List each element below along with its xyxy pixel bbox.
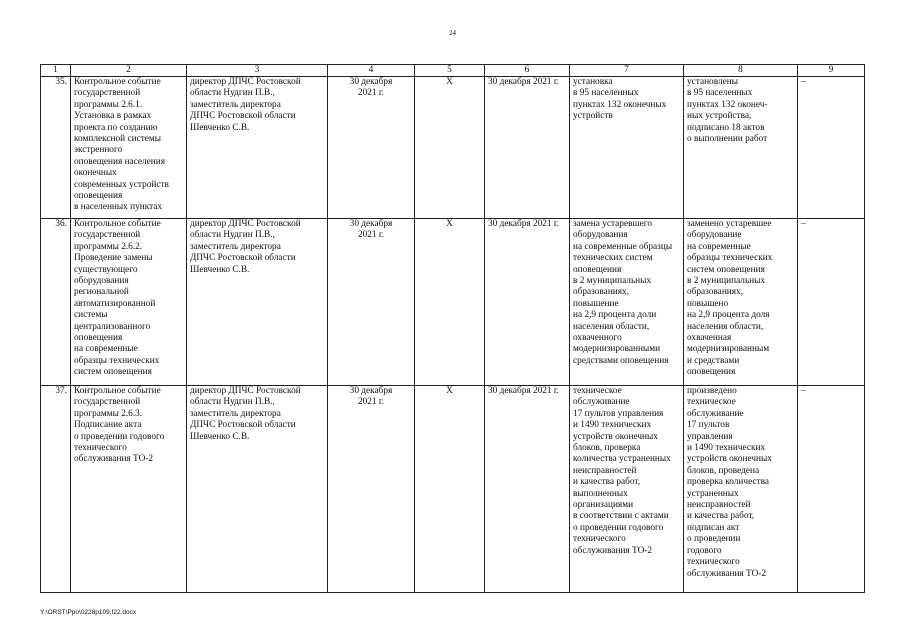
column-header: 9 <box>798 65 865 77</box>
note-cell: – <box>798 219 865 386</box>
planned-result-cell: установка в 95 населенных пунктах 132 оконечных устройств <box>570 77 684 219</box>
plan-date-cell: 30 декабря 2021 г. <box>328 77 415 219</box>
fact-date-cell: 30 декабря 2021 г. <box>485 77 570 219</box>
event-cell: Контрольное событие государственной программы 2.6.3. Подписание акта о проведении годового технического обслуживания ТО-2 <box>71 386 187 593</box>
fact-date-cell: 30 декабря 2021 г. <box>485 386 570 593</box>
actual-result-cell: установлены в 95 населенных пунктах 132 оконеч- ных устройства, подписано 18 актов о выполнении работ <box>684 77 798 219</box>
table-row <box>41 219 865 386</box>
event-cell: Контрольное событие государственной программы 2.6.2. Проведение замены существующего оборудования региональной автоматизированной системы централизованного оповещения на современные образцы технических систем оповещения <box>71 219 187 386</box>
col5-cell: Х <box>415 219 485 386</box>
column-header: 8 <box>684 65 798 77</box>
planned-result-cell: замена устаревшего оборудования на современные образцы технических систем оповещения в 2 муниципальных образованиях, повышение на 2,9 процента доли населения области, охваченного модернизированными средствами оповещения <box>570 219 684 386</box>
actual-result-cell: заменено устаревшее оборудование на современные образцы технических систем оповещения в 2 муниципальных образованиях, повышено на 2,9 процента доля населения области, охваченная модернизированным и средствами оповещения <box>684 219 798 386</box>
responsible-cell: директор ДПЧС Ростовской области Нудгин П.В., заместитель директора ДПЧС Ростовской области Шевченко С.В. <box>187 386 328 593</box>
report-table <box>40 64 865 593</box>
row-number: 35. <box>41 77 71 219</box>
row-number: 37. <box>41 386 71 593</box>
row-number: 36. <box>41 219 71 386</box>
col5-cell: Х <box>415 386 485 593</box>
column-header: 1 <box>41 65 71 77</box>
note-cell: – <box>798 386 865 593</box>
event-cell: Контрольное событие государственной программы 2.6.1. Установка в рамках проекта по созданию комплексной системы экстренного оповещения населения оконечных современных устройств оповещения в населенных пунктах <box>71 77 187 219</box>
planned-result-cell: техническое обслуживание 17 пультов управления и 1490 технических устройств оконечных блоков, проверка количества устраненных неисправностей и качества работ, выполненных организациями в соответствии с актами о проведении годового технического обслуживания ТО-2 <box>570 386 684 593</box>
column-header: 4 <box>328 65 415 77</box>
page-number: 24 <box>449 29 456 37</box>
responsible-cell: директор ДПЧС Ростовской области Нудгин П.В., заместитель директора ДПЧС Ростовской области Шевченко С.В. <box>187 77 328 219</box>
responsible-cell: директор ДПЧС Ростовской области Нудгин П.В., заместитель директора ДПЧС Ростовской области Шевченко С.В. <box>187 219 328 386</box>
col5-cell: Х <box>415 77 485 219</box>
fact-date-cell: 30 декабря 2021 г. <box>485 219 570 386</box>
table-row <box>41 386 865 593</box>
column-header: 2 <box>71 65 187 77</box>
header-row <box>41 65 865 77</box>
column-header: 6 <box>485 65 570 77</box>
plan-date-cell: 30 декабря 2021 г. <box>328 386 415 593</box>
column-header: 3 <box>187 65 328 77</box>
column-header: 5 <box>415 65 485 77</box>
table-row <box>41 77 865 219</box>
plan-date-cell: 30 декабря 2021 г. <box>328 219 415 386</box>
note-cell: – <box>798 77 865 219</box>
actual-result-cell: произведено техническое обслуживание 17 пультов управления и 1490 технических устройств оконечных блоков, проведена проверка количества устраненных неисправностей и качества работ, подписан акт о проведении годового технического обслуживания ТО-2 <box>684 386 798 593</box>
file-path: Y:\ORST\Ppo\0228p109.f22.docx <box>40 609 137 616</box>
column-header: 7 <box>570 65 684 77</box>
